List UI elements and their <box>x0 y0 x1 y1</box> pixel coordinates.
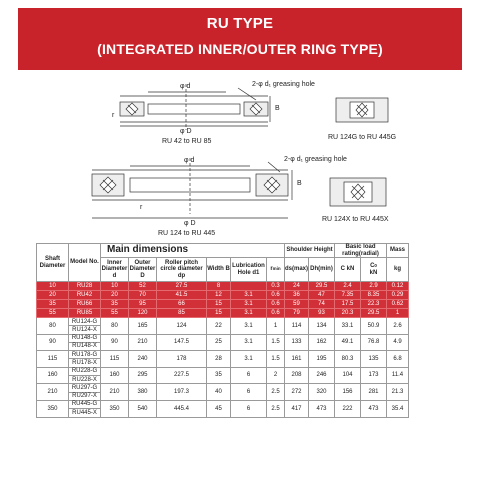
header-main-dimensions: Main dimensions <box>101 244 285 258</box>
page-title: RU TYPE <box>206 15 274 32</box>
cell-c0: 8.35 <box>361 291 387 300</box>
cell-mass: 21.3 <box>387 384 409 401</box>
cell-lube: 6 <box>231 384 267 401</box>
cell-c0: 29.5 <box>361 309 387 318</box>
cell-shaft: 210 <box>37 384 69 401</box>
cell-width: 35 <box>207 367 231 384</box>
cell-lube: 6 <box>231 367 267 384</box>
header-pitch: Roller pitch circle diameter dp <box>157 258 207 282</box>
cell-c: 156 <box>335 384 361 401</box>
cell-c0: 281 <box>361 384 387 401</box>
cell-pitch: 227.5 <box>157 367 207 384</box>
header-lube: Lubrication Hole d1 <box>231 258 267 282</box>
cell-dh: 162 <box>309 334 335 351</box>
table-row <box>37 351 409 359</box>
cell-shaft: 160 <box>37 367 69 384</box>
cell-mass: 4.9 <box>387 334 409 351</box>
cell-ds: 272 <box>285 384 309 401</box>
cell-shaft: 115 <box>37 351 69 368</box>
cell-lube: 3.1 <box>231 334 267 351</box>
header-c0: C0 kN <box>361 258 387 282</box>
cell-shaft: 350 <box>37 400 69 417</box>
table-row <box>37 291 409 300</box>
cell-width: 22 <box>207 318 231 335</box>
cell-c: 49.1 <box>335 334 361 351</box>
cell-rmin: 2.5 <box>267 384 285 401</box>
cell-width: 28 <box>207 351 231 368</box>
cell-dh: 74 <box>309 300 335 309</box>
cell-model: RU445-G <box>69 400 101 408</box>
header-width: Width B <box>207 258 231 282</box>
cell-c: 2.4 <box>335 282 361 291</box>
cell-width: 40 <box>207 384 231 401</box>
cell-rmin: 0.6 <box>267 300 285 309</box>
cell-model: RU66 <box>69 300 101 309</box>
cell-c0: 2.9 <box>361 282 387 291</box>
cell-inner: 350 <box>101 400 129 417</box>
header-outer: Outer Diameter D <box>129 258 157 282</box>
bottom-width-label: B <box>297 180 302 187</box>
cell-rmin: 1 <box>267 318 285 335</box>
cell-ds: 36 <box>285 291 309 300</box>
cell-c0: 135 <box>361 351 387 368</box>
header-dh: Dh(min) <box>309 258 335 282</box>
cell-outer: 295 <box>129 367 157 384</box>
header-shoulder: Shoulder Height <box>285 244 335 258</box>
title-banner <box>18 8 462 70</box>
cell-ds: 161 <box>285 351 309 368</box>
cell-dh: 320 <box>309 384 335 401</box>
table-row <box>37 334 409 342</box>
cell-c0: 76.8 <box>361 334 387 351</box>
cell-pitch: 178 <box>157 351 207 368</box>
header-kg: kg <box>387 258 409 282</box>
table-row <box>37 309 409 318</box>
cell-shaft: 20 <box>37 291 69 300</box>
cell-lube: 3.1 <box>231 309 267 318</box>
cell-model: RU148-G <box>69 334 101 342</box>
cell-inner: 35 <box>101 300 129 309</box>
table-row <box>37 282 409 291</box>
cell-outer: 240 <box>129 351 157 368</box>
cell-lube: 3.1 <box>231 318 267 335</box>
cell-outer: 70 <box>129 291 157 300</box>
cell-mass: 0.62 <box>387 300 409 309</box>
cell-model: RU228-X <box>69 376 101 384</box>
cell-rmin: 0.6 <box>267 291 285 300</box>
cell-ds: 208 <box>285 367 309 384</box>
top-side-caption: RU 124G to RU 445G <box>328 134 397 141</box>
cell-model: RU28 <box>69 282 101 291</box>
cell-outer: 120 <box>129 309 157 318</box>
cell-c: 17.5 <box>335 300 361 309</box>
cell-rmin: 2 <box>267 367 285 384</box>
header-load: Basic load rating(radial) <box>335 244 387 258</box>
cell-c0: 473 <box>361 400 387 417</box>
cell-pitch: 197.3 <box>157 384 207 401</box>
cell-shaft: 10 <box>37 282 69 291</box>
cell-mass: 2.6 <box>387 318 409 335</box>
spec-table <box>36 243 409 418</box>
top-drawing-caption: RU 42 to RU 85 <box>162 138 212 145</box>
table-row <box>37 367 409 375</box>
top-phi-D-label: φ D <box>180 128 192 135</box>
top-phi-d-label: φ d <box>180 83 191 90</box>
cell-pitch: 147.5 <box>157 334 207 351</box>
cell-pitch: 27.5 <box>157 282 207 291</box>
cell-lube: 3.1 <box>231 300 267 309</box>
cell-mass: 11.4 <box>387 367 409 384</box>
technical-drawings <box>0 74 480 242</box>
cell-c0: 173 <box>361 367 387 384</box>
cell-pitch: 41.5 <box>157 291 207 300</box>
cell-dh: 134 <box>309 318 335 335</box>
page-subtitle: (INTEGRATED INNER/OUTER RING TYPE) <box>97 41 383 57</box>
cell-model: RU178-X <box>69 359 101 367</box>
header-inner: Inner Diameter d <box>101 258 129 282</box>
cell-model: RU228-G <box>69 367 101 375</box>
cell-c0: 22.3 <box>361 300 387 309</box>
cell-c: 20.3 <box>335 309 361 318</box>
table-row <box>37 400 409 408</box>
table-row <box>37 300 409 309</box>
cell-model: RU85 <box>69 309 101 318</box>
cell-rmin: 0.6 <box>267 309 285 318</box>
cell-ds: 24 <box>285 282 309 291</box>
cell-c: 33.1 <box>335 318 361 335</box>
cell-outer: 210 <box>129 334 157 351</box>
cell-pitch: 124 <box>157 318 207 335</box>
cell-width: 12 <box>207 291 231 300</box>
header-model: Model No. <box>69 244 101 282</box>
cell-model: RU178-G <box>69 351 101 359</box>
cell-dh: 246 <box>309 367 335 384</box>
bottom-radius-label: r <box>140 204 143 211</box>
cell-dh: 93 <box>309 309 335 318</box>
cell-ds: 79 <box>285 309 309 318</box>
cell-ds: 417 <box>285 400 309 417</box>
cell-dh: 195 <box>309 351 335 368</box>
cell-model: RU297-G <box>69 384 101 392</box>
cell-lube: 3.1 <box>231 351 267 368</box>
cell-outer: 52 <box>129 282 157 291</box>
cell-pitch: 445.4 <box>157 400 207 417</box>
top-greasing-hole-label: 2-φ d₁ greasing hole <box>252 81 315 88</box>
cell-mass: 35.4 <box>387 400 409 417</box>
cell-dh: 47 <box>309 291 335 300</box>
header-rmin: rmin <box>267 258 285 282</box>
bottom-phi-d-label: φ d <box>184 157 195 164</box>
header-c: C kN <box>335 258 361 282</box>
bearing-drawing <box>0 74 480 242</box>
cell-shaft: 90 <box>37 334 69 351</box>
cell-inner: 80 <box>101 318 129 335</box>
cell-dh: 473 <box>309 400 335 417</box>
cell-model: RU148-X <box>69 342 101 350</box>
cell-rmin: 1.5 <box>267 351 285 368</box>
cell-rmin: 2.5 <box>267 400 285 417</box>
cell-rmin: 0.3 <box>267 282 285 291</box>
cell-c: 104 <box>335 367 361 384</box>
cell-mass: 1 <box>387 309 409 318</box>
cell-c: 80.3 <box>335 351 361 368</box>
bottom-greasing-hole-label: 2-φ d₁ greasing hole <box>284 156 347 163</box>
cell-lube: 3.1 <box>231 291 267 300</box>
table-row <box>37 384 409 392</box>
header-ds: ds(max) <box>285 258 309 282</box>
cell-pitch: 66 <box>157 300 207 309</box>
cell-width: 8 <box>207 282 231 291</box>
cell-width: 15 <box>207 309 231 318</box>
cell-c: 222 <box>335 400 361 417</box>
bottom-phi-D-label: φ D <box>184 220 196 227</box>
cell-inner: 20 <box>101 291 129 300</box>
cell-outer: 380 <box>129 384 157 401</box>
cell-model: RU297-X <box>69 392 101 400</box>
cell-c: 7.35 <box>335 291 361 300</box>
cell-model: RU124-X <box>69 326 101 334</box>
cell-ds: 133 <box>285 334 309 351</box>
cell-ds: 59 <box>285 300 309 309</box>
bottom-side-caption: RU 124X to RU 445X <box>322 216 389 223</box>
cell-outer: 95 <box>129 300 157 309</box>
header-mass: Mass <box>387 244 409 258</box>
cell-dh: 29.5 <box>309 282 335 291</box>
cell-inner: 90 <box>101 334 129 351</box>
cell-inner: 160 <box>101 367 129 384</box>
cell-rmin: 1.5 <box>267 334 285 351</box>
cell-mass: 0.12 <box>387 282 409 291</box>
cell-mass: 6.8 <box>387 351 409 368</box>
cell-model: RU124-G <box>69 318 101 326</box>
cell-pitch: 85 <box>157 309 207 318</box>
bottom-drawing-caption: RU 124 to RU 445 <box>158 230 216 237</box>
cell-outer: 540 <box>129 400 157 417</box>
cell-c0: 50.9 <box>361 318 387 335</box>
cell-width: 25 <box>207 334 231 351</box>
cell-width: 15 <box>207 300 231 309</box>
cell-inner: 115 <box>101 351 129 368</box>
cell-mass: 0.29 <box>387 291 409 300</box>
top-width-label: B <box>275 105 280 112</box>
cell-shaft: 35 <box>37 300 69 309</box>
cell-ds: 114 <box>285 318 309 335</box>
cell-shaft: 55 <box>37 309 69 318</box>
cell-model: RU42 <box>69 291 101 300</box>
cell-model: RU445-X <box>69 409 101 417</box>
cell-inner: 210 <box>101 384 129 401</box>
cell-inner: 55 <box>101 309 129 318</box>
cell-lube <box>231 282 267 291</box>
cell-shaft: 80 <box>37 318 69 335</box>
cell-inner: 10 <box>101 282 129 291</box>
table-row <box>37 318 409 326</box>
cell-lube: 6 <box>231 400 267 417</box>
cell-width: 45 <box>207 400 231 417</box>
header-shaft: Shaft Diameter <box>37 244 69 282</box>
top-radius-label: r <box>112 112 115 119</box>
cell-outer: 165 <box>129 318 157 335</box>
